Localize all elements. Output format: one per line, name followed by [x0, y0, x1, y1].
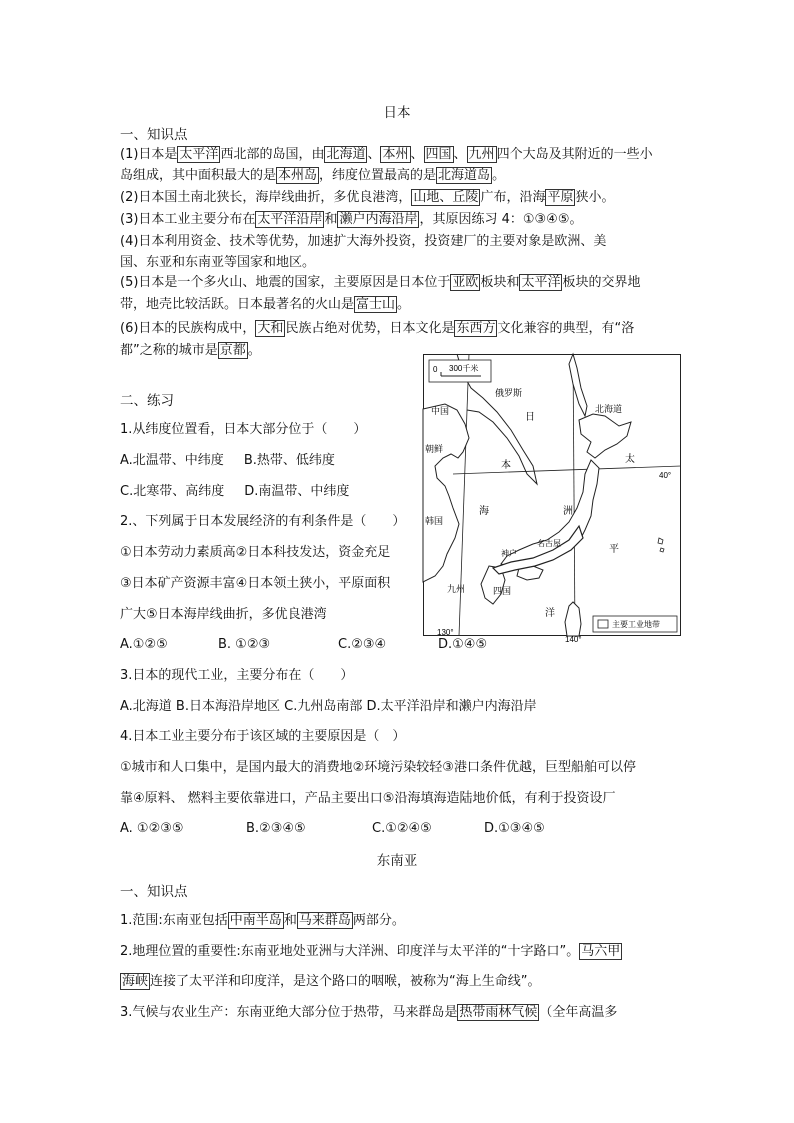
answer-box: 本州岛 — [278, 168, 318, 183]
q2-option-a: A.①②⑤ — [120, 637, 168, 652]
label-pacific-zhou: 洲 — [563, 506, 573, 517]
japan-map — [423, 354, 681, 644]
legend-label: 主要工业地带 — [612, 620, 660, 629]
label-lon-140: 140° — [565, 635, 582, 644]
answer-box: 平原 — [547, 190, 574, 205]
label-russia: 俄罗斯 — [495, 388, 523, 398]
japan-k4b: 国、东亚和东南亚等国家和地区。 — [120, 255, 316, 270]
label-pacific-yang: 洋 — [545, 608, 555, 619]
q1-option-c: C.北寒带、高纬度 — [120, 484, 225, 499]
japan-section-practice: 二、练习 — [120, 393, 174, 409]
label-sea-ben: 本 — [501, 460, 511, 471]
label-south-korea: 韩国 — [425, 516, 444, 526]
q2-line-3: 广大⑤日本海岸线曲折，多优良港湾 — [120, 607, 327, 622]
sea-p2: 2.地理位置的重要性:东南亚地处亚洲与大洋洲、印度洋与太平洋的“十字路口”。 马六甲 — [120, 944, 621, 959]
label-nagoya: 名古屋 — [537, 539, 561, 548]
japan-title: 日本 — [383, 105, 411, 121]
answer-box: 富士山 — [356, 297, 396, 312]
q4-option-c: C.①②④⑤ — [372, 821, 432, 836]
question-2: 2.、下列属于日本发展经济的有利条件是（ ） — [120, 514, 406, 529]
answer-box: 太平洋 — [521, 275, 561, 290]
label-sea-hai: 海 — [479, 506, 489, 517]
q1-option-d: D.南温带、中纬度 — [244, 484, 350, 499]
q2-option-d: D.①④⑤ — [438, 637, 488, 652]
q3-options: A.北海道 B.日本海沿岸地区 C.九州岛南部 D.太平洋沿岸和濑户内海沿岸 — [120, 699, 537, 714]
answer-box: 濑户内海沿岸 — [339, 212, 418, 227]
question-1: 1.从纬度位置看，日本大部分位于（ ） — [120, 422, 367, 437]
q4-option-a: A. ①②③⑤ — [120, 821, 184, 836]
sea-p2b: 海峡 连接了太平洋和印度洋，是这个路口的咽喉，被称为“海上生命线”。 — [122, 974, 541, 989]
label-pacific-ping: 平 — [609, 544, 619, 555]
answer-box: 本州 — [382, 147, 409, 162]
sea-p3: 3.气候与农业生产：东南亚绝大部分位于热带，马来群岛是 热带雨林气候 （全年高温多 — [120, 1005, 618, 1020]
label-lat-40: 40° — [659, 471, 672, 480]
q2-line-2: ③日本矿产资源丰富④日本领土狭小，平原面积 — [120, 576, 391, 591]
question-3: 3.日本的现代工业，主要分布在（ ） — [120, 668, 354, 683]
japan-k6b: 都”之称的城市是 京都 。 — [120, 343, 261, 358]
q4-option-d: D.①③④⑤ — [484, 821, 545, 836]
label-shikoku: 四国 — [493, 586, 512, 596]
q4-line-1: ①城市和人口集中，是国内最大的消费地②环境污染较轻③港口条件优越，巨型船舶可以停 — [120, 760, 636, 775]
japan-k3: (3)日本工业主要分布在 太平洋沿岸 和 濑户内海沿岸 ，其原因练习 4：①③④⑤。 — [120, 212, 583, 227]
japan-k2: (2)日本国土南北狭长，海岸线曲折，多优良港湾， 山地、丘陵 广布，沿海 平原 狭小。 — [120, 190, 615, 205]
q4-option-b: B.②③④⑤ — [246, 821, 306, 836]
label-hokkaido: 北海道 — [595, 404, 623, 414]
label-kyushu: 九州 — [447, 584, 466, 594]
sea-section-knowledge: 一、知识点 — [120, 884, 188, 900]
japan-k5b: 带，地壳比较活跃。日本最著名的火山是 富士山 。 — [120, 297, 411, 312]
answer-box: 太平洋沿岸 — [257, 212, 323, 227]
japan-k6: (6)日本的民族构成中， 大和 民族占绝对优势，日本文化是 东西方 文化兼容的典型，有“洛 — [120, 321, 635, 336]
scale-zero-label: 0 — [433, 365, 438, 374]
sea-title: 东南亚 — [376, 853, 418, 869]
label-pacific-tai: 太 — [625, 454, 635, 465]
q1-option-b: B.热带、低纬度 — [243, 453, 335, 468]
answer-box: 四国 — [425, 147, 452, 162]
q1-option-a: A.北温带、中纬度 — [120, 453, 224, 468]
answer-box: 九州 — [468, 147, 495, 162]
label-lon-130: 130° — [437, 628, 454, 637]
japan-k1b: 岛组成，其中面积最大的是 本州岛 ，纬度位置最高的是 北海道岛 。 — [120, 168, 506, 183]
answer-box: 亚欧 — [452, 275, 479, 290]
label-sea-ri: 日 — [525, 412, 535, 423]
q4-line-2: 靠④原料、 燃料主要依靠进口，产品主要出口⑤沿海填海造陆地价低，有利于投资设厂 — [120, 791, 616, 806]
answer-box: 马六甲 — [581, 944, 621, 959]
japan-k4: (4)日本利用资金、技术等优势，加速扩大海外投资，投资建厂的主要对象是欧洲、美 — [120, 234, 607, 249]
answer-box: 热带雨林气候 — [459, 1005, 538, 1020]
scale-label: 300千米 — [449, 364, 479, 373]
q2-option-c: C.②③④ — [338, 637, 387, 652]
answer-box: 京都 — [219, 343, 246, 358]
japan-k1: (1)日本是 太平洋 西北部的岛国，由 北海道 、 本州 、 四国 、 九州 四个大岛及其附近的一些小 — [120, 147, 653, 162]
label-kobe: 神户 — [501, 549, 517, 558]
answer-box: 北海道 — [326, 147, 366, 162]
q2-line-1: ①日本劳动力素质高②日本科技发达，资金充足 — [120, 545, 391, 560]
label-north-korea: 朝鲜 — [425, 444, 444, 454]
japan-section-knowledge: 一、知识点 — [120, 127, 188, 143]
japan-k5: (5)日本是一个多火山、地震的国家，主要原因是日本位于 亚欧 板块和 太平洋 板块的交界地 — [120, 275, 641, 290]
q1-options-row1 — [120, 452, 335, 470]
answer-box: 大和 — [257, 321, 284, 336]
question-4: 4.日本工业主要分布于该区域的主要原因是（ ） — [120, 729, 406, 744]
answer-box: 北海道岛 — [438, 168, 491, 183]
answer-box: 山地、丘陵 — [413, 190, 479, 205]
sea-p1: 1.范围:东南亚包括 中南半岛 和 马来群岛 两部分。 — [120, 913, 405, 928]
answer-box: 中南半岛 — [229, 913, 282, 928]
q1-options-row2 — [120, 483, 349, 501]
answer-box: 海峡 — [122, 974, 149, 989]
answer-box: 马来群岛 — [298, 913, 351, 928]
answer-box: 东西方 — [456, 321, 496, 336]
answer-box: 太平洋 — [179, 147, 219, 162]
label-china: 中国 — [431, 406, 450, 416]
q2-option-b: B. ①②③ — [218, 637, 271, 652]
legend-swatch — [598, 620, 608, 628]
